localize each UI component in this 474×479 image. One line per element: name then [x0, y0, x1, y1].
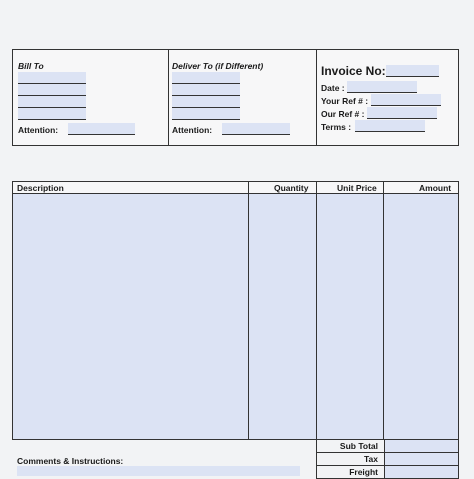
tax-row [316, 453, 459, 466]
header-box [12, 49, 459, 146]
column-header-unit-price: Unit Price [337, 183, 377, 193]
comments-label: Comments & Instructions: [17, 456, 124, 466]
your-ref-field[interactable] [371, 94, 441, 106]
column-header-description: Description [17, 183, 64, 193]
invoice-number-field[interactable] [386, 65, 439, 77]
deliver-to-line-2[interactable] [172, 84, 240, 96]
bill-to-line-1[interactable] [18, 72, 86, 84]
deliver-to-attention-label: Attention: [172, 125, 213, 135]
deliver-to-line-3[interactable] [172, 96, 240, 108]
divider [168, 50, 169, 145]
comments-field[interactable] [17, 466, 300, 476]
divider [316, 50, 317, 145]
bill-to-line-4[interactable] [18, 108, 86, 120]
our-ref-field[interactable] [367, 107, 437, 119]
our-ref-label: Our Ref # : [321, 109, 365, 119]
bill-to-attention-label: Attention: [18, 125, 59, 135]
amount-column[interactable] [384, 194, 458, 439]
terms-label: Terms : [321, 122, 352, 132]
deliver-to-line-4[interactable] [172, 108, 240, 120]
line-items-table [12, 181, 459, 440]
bill-to-heading: Bill To [18, 61, 44, 71]
bill-to-line-3[interactable] [18, 96, 86, 108]
tax-field[interactable] [384, 453, 458, 465]
deliver-to-heading: Deliver To (if Different) [172, 61, 264, 71]
quantity-column[interactable] [249, 194, 316, 439]
freight-label: Freight [349, 467, 378, 477]
tax-label: Tax [363, 454, 378, 464]
column-header-amount: Amount [419, 183, 452, 193]
sub-total-field[interactable] [384, 440, 458, 452]
date-field[interactable] [347, 81, 417, 93]
terms-field[interactable] [355, 120, 425, 132]
column-header-quantity: Quantity [274, 183, 309, 193]
invoice-number-label: Invoice No: [321, 64, 386, 78]
table-header [13, 182, 458, 194]
bill-to-line-2[interactable] [18, 84, 86, 96]
freight-row [316, 466, 459, 479]
unit-price-column[interactable] [317, 194, 383, 439]
deliver-to-attention-field[interactable] [222, 123, 290, 135]
your-ref-label: Your Ref # : [321, 96, 369, 106]
sub-total-row [316, 440, 459, 453]
date-label: Date : [321, 83, 345, 93]
deliver-to-line-1[interactable] [172, 72, 240, 84]
bill-to-attention-field[interactable] [68, 123, 135, 135]
freight-field[interactable] [384, 466, 458, 478]
sub-total-label: Sub Total [339, 441, 378, 451]
description-column[interactable] [13, 194, 248, 439]
